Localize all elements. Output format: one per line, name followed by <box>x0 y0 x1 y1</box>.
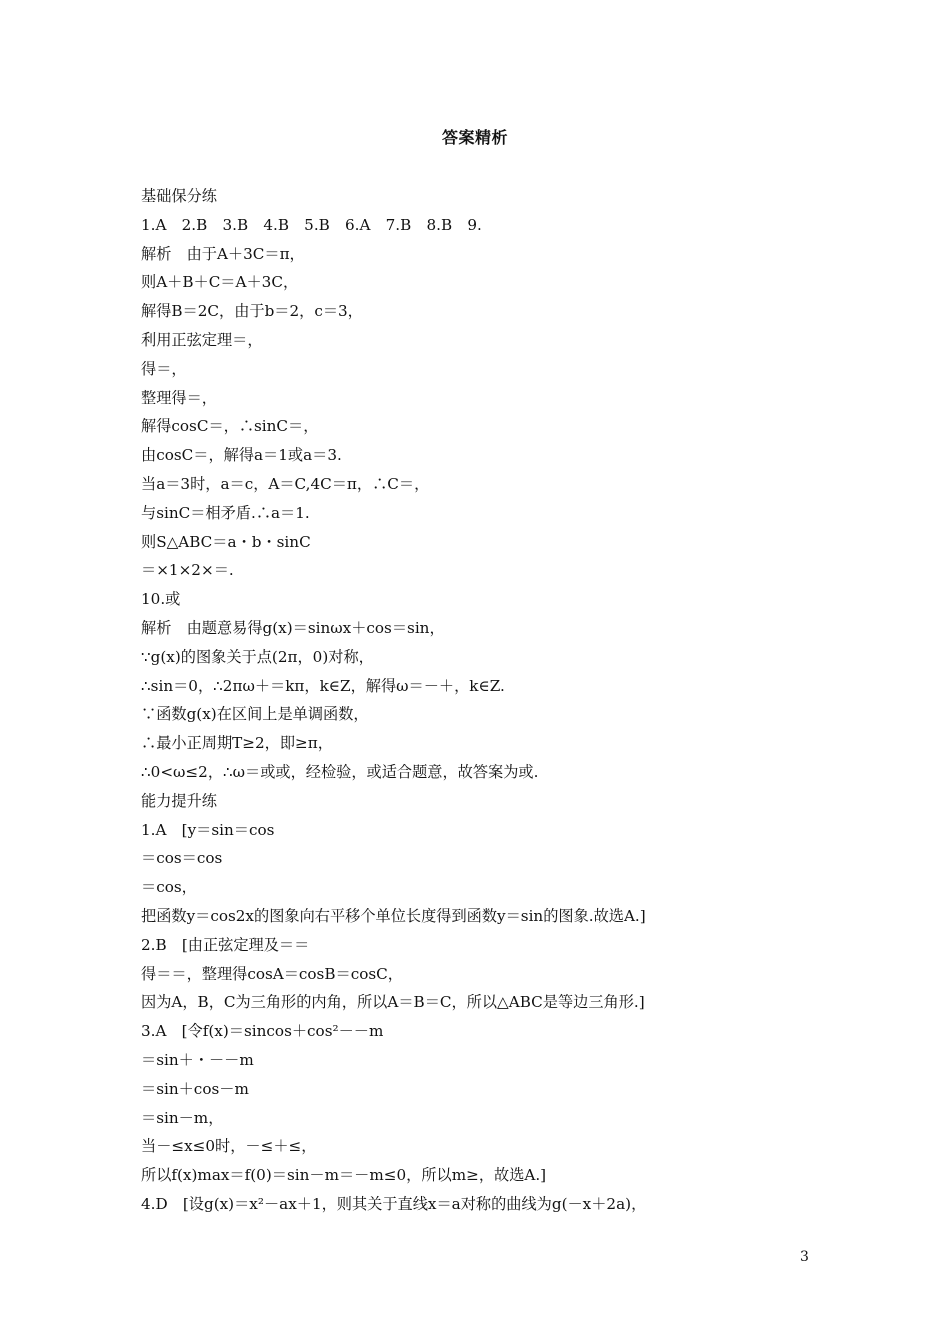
text-line: ∴0<ω≤2，∴ω＝或或，经检验，或适合题意，故答案为或. <box>141 762 539 781</box>
page-number: 3 <box>800 1249 809 1265</box>
answer-body <box>141 182 821 1219</box>
text-line: ＝cos＝cos <box>141 849 223 868</box>
text-line: 得＝＝，整理得cosA＝cosB＝cosC， <box>141 964 403 983</box>
text-line: 整理得＝， <box>141 388 217 407</box>
text-line: 解得B＝2C，由于b＝2，c＝3， <box>141 302 363 321</box>
text-line: ∵g(x)的图象关于点(2π，0)对称， <box>141 647 374 666</box>
text-line: 解得cosC＝，∴sinC＝， <box>141 417 319 436</box>
text-line: 解析 由题意易得g(x)＝sinωx＋cos＝sin， <box>141 618 445 637</box>
text-line: ∴sin＝0，∴2πω＋＝kπ，k∈Z，解得ω＝－＋，k∈Z. <box>141 676 505 695</box>
text-line: 能力提升练 <box>141 791 217 810</box>
text-line: 4.D [设g(x)＝x²－ax＋1，则其关于直线x＝a对称的曲线为g(－x＋2a)， <box>141 1194 647 1213</box>
text-line: 利用正弦定理＝， <box>141 330 263 349</box>
text-line: 所以f(x)max＝f(0)＝sin－m＝－m≤0，所以m≥，故选A.] <box>141 1166 547 1185</box>
text-line: 当a＝3时，a＝c，A＝C,4C＝π，∴C＝， <box>141 474 430 493</box>
text-line: ＝×1×2×＝. <box>141 561 234 580</box>
text-line: ＝sin＋cos－m <box>141 1079 249 1098</box>
text-line: 得＝， <box>141 359 187 378</box>
text-line: 则S△ABC＝a・b・sinC <box>141 532 311 551</box>
text-line: 则A＋B＋C＝A＋3C， <box>141 273 299 292</box>
text-line: ＝sin＋・－－m <box>141 1050 254 1069</box>
text-line: 3.A [令f(x)＝sincos＋cos²－－m <box>141 1022 384 1041</box>
text-line: 2.B [由正弦定理及＝＝ <box>141 935 310 954</box>
text-line: 1.A 2.B 3.B 4.B 5.B 6.A 7.B 8.B 9. <box>141 215 482 234</box>
text-line: ∵函数g(x)在区间上是单调函数， <box>141 705 369 724</box>
page-title: 答案精析 <box>441 128 508 147</box>
text-line: ＝cos， <box>141 878 197 897</box>
text-line: 把函数y＝cos2x的图象向右平移个单位长度得到函数y＝sin的图象.故选A.] <box>141 906 646 925</box>
text-line: 当－≤x≤0时，－≤＋≤， <box>141 1137 317 1156</box>
text-line: 1.A [y＝sin＝cos <box>141 820 275 839</box>
text-line: ＝sin－m， <box>141 1108 224 1127</box>
text-line: 因为A，B，C为三角形的内角，所以A＝B＝C，所以△ABC是等边三角形.] <box>141 993 645 1012</box>
text-line: 基础保分练 <box>141 187 217 205</box>
text-line: 解析 由于A＋3C＝π， <box>141 244 305 263</box>
text-line: 与sinC＝相矛盾.∴a＝1. <box>141 503 310 522</box>
text-line: 10.或 <box>141 590 181 609</box>
text-line: 由cosC＝，解得a＝1或a＝3. <box>141 446 342 465</box>
text-line: ∴最小正周期T≥2，即≥π， <box>141 734 333 753</box>
